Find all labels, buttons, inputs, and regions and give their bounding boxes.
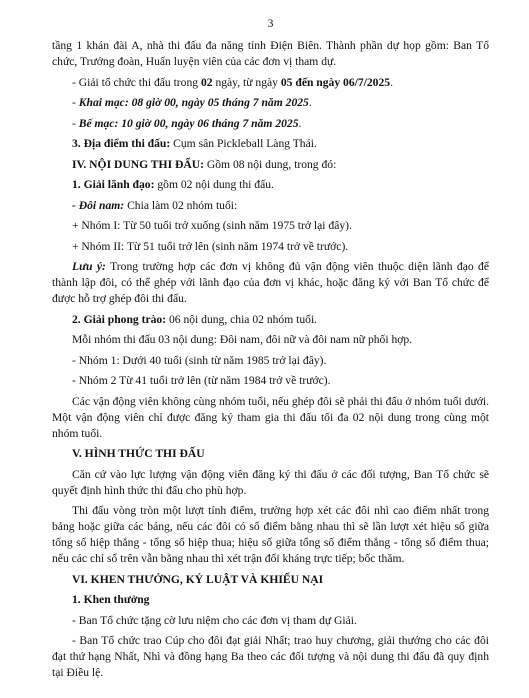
flag-award-line: - Ban Tổ chức tặng cờ lưu niệm cho các đơn vị tham dự Giải. [72,613,357,627]
group-i-line: + Nhóm I: Từ 50 tuổi trở xuống (sinh năm 1975 trở lại đây). [72,219,352,232]
section-v-heading: V. HÌNH THỨC THI ĐẤU [72,447,205,460]
age-group-rule-paragraph: Các vận động viên không cùng nhóm tuổi, nếu ghép đôi sẽ phải thi đấu ở nhóm tuổi dưới. Một vận động viên chỉ được đăng ký tham gia thi đấu tối đa 02 nội dung trong cùng một nhóm tuổi. [52,394,489,440]
section-vi-heading: VI. KHEN THƯỞNG, KỶ LUẬT VÀ KHIẾU NẠI [72,572,324,586]
meeting-location-paragraph: tầng 1 khán đài A, nhà thi đấu đa năng tỉnh Điện Biên. Thành phần dự họp gồm: Ban Tổ chức, Trưởng đoàn, Huấn luyện viên của các đơn vị tham dự. [52,39,489,68]
mens-doubles-line: - Đôi nam: Chia làm 02 nhóm tuổi: [72,198,238,212]
section-iv-heading: IV. NỘI DUNG THI ĐẤU: Gồm 08 nội dung, trong đó: [72,157,337,171]
group-2-line: - Nhóm 2 Từ 41 tuổi trở lên (từ năm 1984 trở về trước). [72,374,331,387]
closing-line: - Bế mạc: 10 giờ 00, ngày 06 tháng 7 năm 2025. [72,116,302,130]
movement-tournament-line: 2. Giải phong trào: 06 nội dung, chia 02 nhóm tuổi. [72,312,318,326]
awards-heading: 1. Khen thưởng [72,593,150,606]
group-1-line: - Nhóm 1: Dưới 40 tuổi (sinh từ năm 1985 trở lại đây). [72,353,327,367]
note-paragraph: Lưu ý: Trong trường hợp các đơn vị không đủ vận động viên thuộc diện lãnh đạo để thành lập đôi, có thể ghép với lãnh đạo của đơn vị khác, hoặc đăng ký với Ban Tổ chức để được hỗ trợ ghép đôi thi đấu. [52,260,489,305]
cup-award-paragraph: - Ban Tổ chức trao Cúp cho đôi đạt giải Nhất; trao huy chương, giải thưởng cho các đôi đạt thứ hạng Nhất, Nhì và đồng hạng Ba theo các đối tượng và nội dung thi đấu đã quy định tại Điều lệ. [52,634,489,679]
round-robin-paragraph: Thi đấu vòng tròn một lượt tính điểm, trường hợp xét các đôi nhì cao điểm nhất trong bảng hoặc giữa các bảng, nếu các đôi có số điểm bằng nhau thì sẽ lần lượt xét hiệu số giữa tổng số hiệp thắng - tổng số hiệp thua; hiệu số giữa tổng số điểm thắng - tổng số điểm thua; nếu các chỉ số trên vẫn bằng nhau thì xét trận đối kháng trực tiếp; bốc thăm. [52,504,489,565]
venue-line: 3. Địa điểm thi đấu: Cụm sân Pickleball Làng Thái. [72,137,317,150]
group-ii-line: + Nhóm II: Từ 51 tuổi trở lên (sinh năm 1974 trở về trước). [72,239,349,253]
events-per-group-line: Mỗi nhóm thi đấu 03 nội dung: Đôi nam, đôi nữ và đôi nam nữ phối hợp. [72,333,413,346]
page-number: 3 [267,17,274,30]
schedule-line: - Giải tổ chức thi đấu trong 02 ngày, từ ngày 05 đến ngày 06/7/2025. [72,75,393,89]
opening-line: - Khai mạc: 08 giờ 00, ngày 05 tháng 7 năm 2025. [72,96,312,109]
format-basis-paragraph: Căn cứ vào lực lượng vận động viên đăng ký thi đấu ở các đối tượng, Ban Tổ chức sẽ quyết định hình thức thi đấu cho phù hợp. [52,467,489,497]
leader-tournament-line: 1. Giải lãnh đạo: gồm 02 nội dung thi đấu. [72,178,274,191]
